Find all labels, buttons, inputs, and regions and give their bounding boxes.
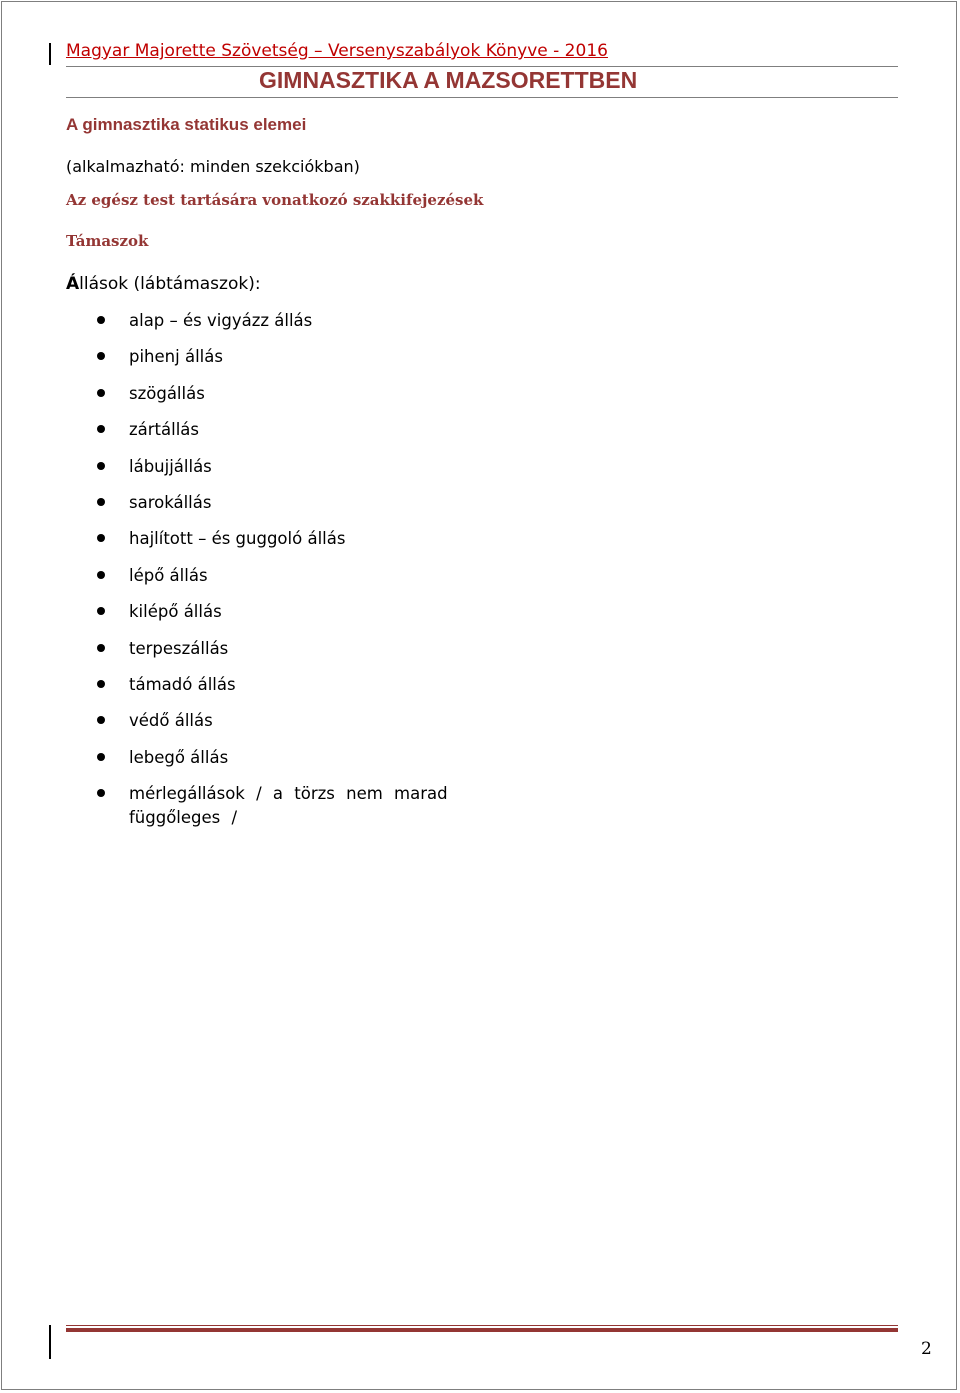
category-heading: Támaszok [66, 232, 149, 250]
bullet-icon [97, 352, 105, 360]
list-item-text: kilépő állás [129, 602, 222, 622]
list-item [0, 309, 960, 345]
bullet-icon [97, 753, 105, 761]
list-item [0, 746, 960, 782]
bullet-icon [97, 644, 105, 652]
bullet-icon [97, 534, 105, 542]
bullet-icon [97, 789, 105, 797]
list-item [0, 455, 960, 491]
bullet-icon [97, 498, 105, 506]
stances-heading [66, 273, 261, 295]
footer-rule-thick [66, 1328, 898, 1332]
list-item [0, 491, 960, 527]
subheading: Az egész test tartására vonatkozó szakkifejezések [66, 191, 484, 209]
chapter-title: GIMNASZTIKA A MAZSORETTBEN [259, 67, 638, 93]
list-item [0, 673, 960, 709]
footer-rule-thin [66, 1325, 898, 1326]
list-item [0, 564, 960, 600]
footer-margin-marker [49, 1325, 51, 1359]
list-item [0, 345, 960, 381]
list-item-text: mérlegállások / a törzs nem marad függőleges / [129, 784, 448, 828]
list-item-text: hajlított – és guggoló állás [129, 529, 346, 549]
bullet-icon [97, 607, 105, 615]
list-item-text: szögállás [129, 383, 205, 403]
list-item [0, 637, 960, 673]
list-item [0, 782, 960, 828]
header-margin-marker [49, 43, 51, 65]
list-item-text: terpeszállás [129, 638, 229, 658]
list-item [0, 600, 960, 636]
list-item-text: alap – és vigyázz állás [129, 311, 313, 330]
header-rule-bottom [66, 97, 898, 98]
list-item-text: védő állás [129, 711, 213, 731]
page-number: 2 [921, 1339, 932, 1359]
bullet-icon [97, 389, 105, 397]
running-title: Magyar Majorette Szövetség – Versenyszabályok Könyve - 2016 [66, 41, 608, 61]
list-item-text: zártállás [129, 420, 200, 440]
bullet-icon [97, 462, 105, 470]
list-item-text: lábujjállás [129, 456, 212, 476]
list-item [0, 709, 960, 745]
stance-list [0, 309, 960, 828]
bullet-icon [97, 425, 105, 433]
bullet-icon [97, 571, 105, 579]
list-item-text: sarokállás [129, 492, 212, 512]
bullet-icon [97, 716, 105, 724]
list-item [0, 382, 960, 418]
list-item [0, 418, 960, 454]
bullet-icon [97, 680, 105, 688]
list-item-text: lépő állás [129, 565, 208, 585]
applicable-note: (alkalmazható: minden szekciókban) [66, 157, 360, 176]
list-item [0, 527, 960, 563]
section-title: A gimnasztika statikus elemei [66, 115, 307, 134]
list-item-text: lebegő állás [129, 747, 229, 767]
list-item-text: pihenj állás [129, 347, 223, 367]
stances-heading-text: llások (lábtámaszok): [79, 274, 261, 294]
bullet-icon [97, 316, 105, 324]
list-item-text: támadó állás [129, 674, 236, 694]
stances-heading-initial: Á [66, 274, 80, 294]
